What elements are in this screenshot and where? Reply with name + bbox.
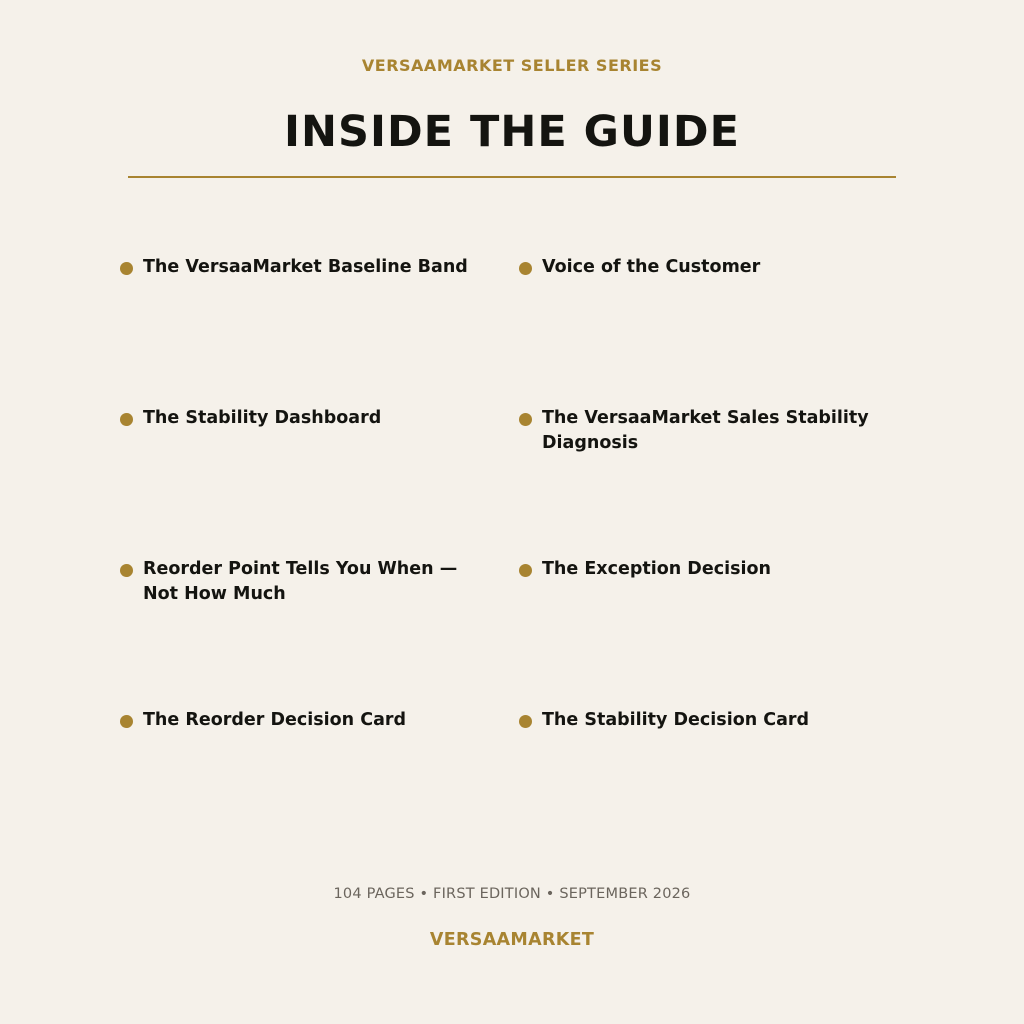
item-label: The Reorder Decision Card: [143, 710, 407, 730]
title-divider: [128, 176, 896, 178]
bullet-icon: [519, 262, 532, 275]
list-item: [519, 255, 869, 280]
list-item: [519, 406, 869, 456]
bullet-icon: [519, 715, 532, 728]
list-item: [120, 557, 470, 607]
bullet-icon: [519, 413, 532, 426]
item-label: The Stability Dashboard: [143, 408, 382, 428]
item-label: The VersaaMarket Sales Stability Diagnosis: [542, 408, 869, 453]
item-label: The Exception Decision: [542, 559, 771, 579]
list-item: [120, 255, 470, 280]
list-item: [519, 557, 869, 582]
page-title: INSIDE THE GUIDE: [284, 107, 740, 157]
item-label: The Stability Decision Card: [542, 710, 810, 730]
item-label: The VersaaMarket Baseline Band: [143, 257, 468, 277]
bullet-icon: [120, 262, 133, 275]
bullet-icon: [120, 715, 133, 728]
item-label: Voice of the Customer: [542, 257, 761, 277]
bullet-icon: [120, 413, 133, 426]
edition-info: 104 PAGES • FIRST EDITION • SEPTEMBER 2026: [333, 886, 691, 902]
list-item: [519, 708, 869, 733]
list-item: [120, 708, 470, 733]
series-label: VERSAAMARKET SELLER SERIES: [361, 56, 663, 75]
item-label: Reorder Point Tells You When — Not How Much: [143, 559, 458, 604]
list-item: [120, 406, 470, 431]
bullet-icon: [519, 564, 532, 577]
brand-logo-text: VERSAAMARKET: [429, 930, 595, 950]
bullet-icon: [120, 564, 133, 577]
